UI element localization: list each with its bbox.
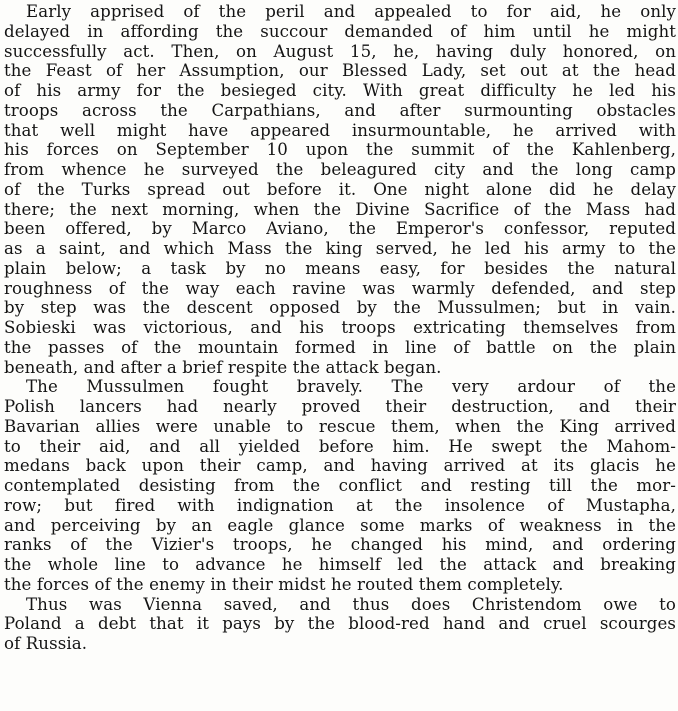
text-line: ranks of the Vizier's troops, he changed his mind, and ordering (4, 535, 676, 555)
text-line: from whence he surveyed the beleagured city and the long camp (4, 160, 676, 179)
text-line: there; the next morning, when the Divine Sacrifice of the Mass had (4, 199, 676, 219)
text-line: Early apprised of the peril and appealed to for aid, he only (26, 2, 676, 21)
text-line: of Russia. (4, 634, 88, 653)
text-line: Bavarian allies were unable to rescue them, when the King arrived (4, 416, 676, 436)
text-line: as a saint, and which Mass the king served, he led his army to the (4, 239, 676, 258)
text-line: Sobieski was victorious, and his troops extricating themselves from (4, 318, 676, 337)
article-body (4, 2, 676, 654)
text-line: troops across the Carpathians, and after surmounting obstacles (4, 100, 676, 120)
text-line: and perceiving by an eagle glance some marks of weakness in the (4, 515, 676, 535)
text-line: the passes of the mountain formed in line of battle on the plain (4, 337, 676, 357)
text-line: that well might have appeared insurmountable, he arrived with (4, 120, 676, 140)
text-line: beneath, and after a brief respite the attack began. (4, 357, 442, 377)
text-line: contemplated desisting from the conflict and resting till the mor- (4, 476, 676, 495)
paragraph-1 (4, 2, 676, 377)
text-line: by step was the descent opposed by the Mussulmen; but in vain. (4, 298, 676, 318)
text-line: to their aid, and all yielded before him. He swept the Mahom- (4, 436, 676, 456)
text-line: row; but fired with indignation at the insolence of Mustapha, (4, 495, 676, 515)
text-line: plain below; a task by no means easy, for besides the natural (4, 258, 676, 278)
paragraph-3 (4, 595, 676, 654)
paragraph-2 (4, 377, 676, 594)
text-line: successfully act. Then, on August 15, he, having duly honored, on (4, 41, 676, 61)
text-line: the Feast of her Assumption, our Blessed Lady, set out at the head (4, 61, 676, 81)
text-line: his forces on September 10 upon the summit of the Kahlenberg, (4, 140, 676, 160)
text-line: the forces of the enemy in their midst he routed them completely. (4, 574, 564, 594)
text-line: delayed in affording the succour demanded of him until he might (4, 21, 676, 41)
text-line: Polish lancers had nearly proved their destruction, and their (4, 397, 676, 416)
text-line: Poland a debt that it pays by the blood-red hand and cruel scourges (4, 614, 676, 634)
text-line: of his army for the besieged city. With great difficulty he led his (4, 81, 676, 100)
text-line: of the Turks spread out before it. One night alone did he delay (4, 179, 676, 199)
text-line: The Mussulmen fought bravely. The very ardour of the (26, 377, 676, 397)
text-line: Thus was Vienna saved, and thus does Christendom owe to (26, 594, 676, 614)
text-line: roughness of the way each ravine was warmly defended, and step (4, 278, 676, 298)
text-line: been offered, by Marco Aviano, the Emperor's confessor, reputed (4, 219, 676, 239)
text-line: medans back upon their camp, and having arrived at its glacis he (4, 456, 676, 476)
text-line: the whole line to advance he himself led the attack and breaking (4, 555, 676, 574)
